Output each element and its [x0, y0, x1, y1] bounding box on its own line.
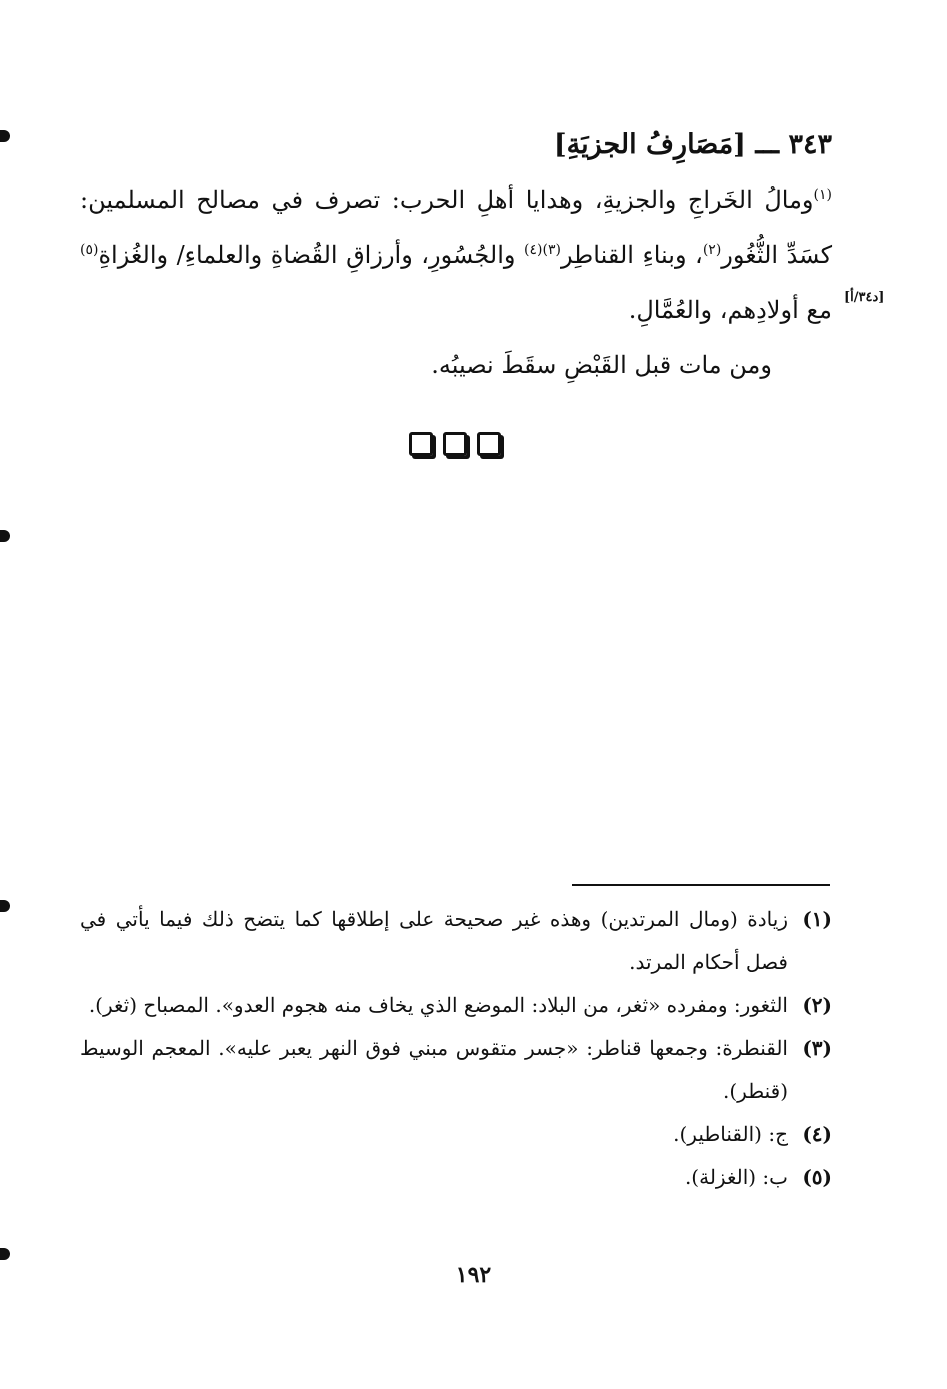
main-text-line-2c: والجُسُورِ، وأرزاقِ القُضاةِ — [270, 241, 524, 269]
footnote-marker-5: (٥) — [80, 242, 99, 258]
binding-hole-mark — [0, 130, 10, 142]
footnote-item — [80, 984, 832, 1027]
square-ornament-icon — [477, 432, 501, 456]
section-end-ornament — [409, 432, 501, 456]
main-text-line-2a: المسلمين: كسَدِّ الثُّغُور — [80, 186, 832, 269]
manuscript-folio-note: [د٣٤/أ] — [844, 290, 885, 305]
main-text-block — [80, 125, 832, 393]
footnote-text: ب: (الغزلة). — [684, 1165, 788, 1189]
footnote-number: (٥) — [802, 1165, 832, 1189]
footnote-item — [80, 1027, 832, 1113]
binding-hole-mark — [0, 530, 10, 542]
main-text-line-2b: ، وبناءِ القناطِر — [560, 241, 703, 269]
main-paragraph-2: ومن مات قبل القَبْضِ سقَطَ نصيبُه. — [431, 351, 772, 379]
main-text-line-3a: والعلماءِ/ والغُزاةِ — [98, 241, 263, 269]
footnote-marker-2: (٢) — [702, 242, 722, 258]
footnotes — [80, 898, 832, 1199]
footnote-number: (٢) — [802, 993, 832, 1017]
footnote-marker-3: (٣) — [542, 242, 561, 258]
page-number: ١٩٢ — [455, 1262, 492, 1288]
main-paragraph — [80, 173, 832, 338]
footnote-number: (٣) — [802, 1036, 832, 1060]
footnote-text: ج: (القناطير). — [673, 1122, 788, 1146]
footnote-item — [80, 1156, 832, 1199]
footnote-number: (١) — [802, 907, 832, 931]
footnote-item — [80, 1113, 832, 1156]
section-heading: ٣٤٣ ـــ [مَصَارِفُ الجزيَةِ] — [553, 129, 832, 160]
main-text-line-3b: مع أولادِهم، والعُمَّالِ. — [628, 296, 832, 324]
footnote-number: (٤) — [802, 1122, 832, 1146]
footnote-separator — [572, 884, 830, 886]
footnote-marker-4: (٤) — [524, 242, 543, 258]
main-text-line-1: ومالُ الخَراجِ والجزيةِ، وهدايا أهلِ الحرب: تصرف في مصالح — [196, 186, 814, 214]
footnote-text: زيادة (ومال المرتدين) وهذه غير صحيحة على إطلاقها كما يتضح ذلك فيما يأتي في فصل أحكام المرتد. — [80, 907, 788, 974]
footnote-text: الثغور: ومفرده «ثغر، من البلاد: الموضع الذي يخاف منه هجوم العدو». المصباح (ثغر). — [88, 993, 788, 1017]
binding-hole-mark — [0, 900, 10, 912]
square-ornament-icon — [443, 432, 467, 456]
footnote-item — [80, 898, 832, 984]
square-ornament-icon — [409, 432, 433, 456]
footnote-marker-1: (١) — [813, 187, 832, 203]
binding-hole-mark — [0, 1248, 10, 1260]
footnote-text: القنطرة: وجمعها قناطر: «جسر متقوس مبني فوق النهر يعبر عليه». المعجم الوسيط (قنطر). — [80, 1036, 788, 1103]
